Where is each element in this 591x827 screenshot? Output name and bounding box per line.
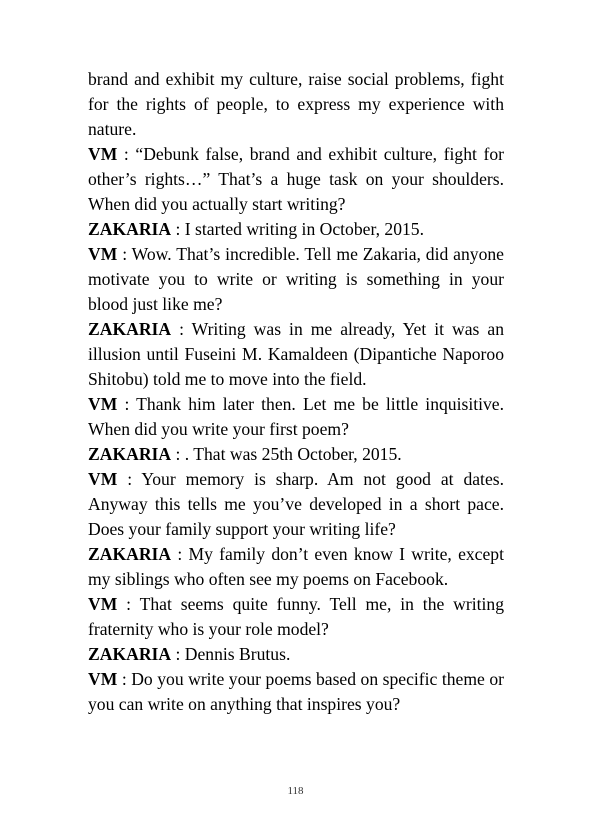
- paragraph-zakaria: [88, 542, 504, 592]
- paragraph-text: : Dennis Brutus.: [171, 644, 291, 664]
- speaker-label: ZAKARIA: [88, 319, 172, 339]
- paragraph-text: : Do you write your poems based on specific theme or you can write on anything that inspires you?: [88, 669, 504, 714]
- speaker-label: ZAKARIA: [88, 644, 172, 664]
- speaker-label: VM: [88, 669, 118, 689]
- paragraph-text: : I started writing in October, 2015.: [171, 219, 424, 239]
- paragraph-text: : “Debunk false, brand and exhibit culture, fight for other’s rights…” That’s a huge task on your shoulders. When did you actually start writing?: [88, 144, 504, 214]
- interview-text: [88, 67, 504, 717]
- paragraph-text: : My family don’t even know I write, except my siblings who often see my poems on Facebook.: [88, 544, 504, 589]
- paragraph-text: : . That was 25th October, 2015.: [171, 444, 402, 464]
- speaker-label: VM: [88, 469, 118, 489]
- speaker-label: ZAKARIA: [88, 444, 172, 464]
- paragraph-continuation: [88, 67, 504, 142]
- paragraph-text: : That seems quite funny. Tell me, in the writing fraternity who is your role model?: [88, 594, 504, 639]
- paragraph-text: : Wow. That’s incredible. Tell me Zakaria, did anyone motivate you to write or writing is something in your blood just like me?: [88, 244, 504, 314]
- paragraph-vm: [88, 667, 504, 717]
- paragraph-vm: [88, 592, 504, 642]
- paragraph-vm: [88, 467, 504, 542]
- paragraph-text: : Writing was in me already, Yet it was an illusion until Fuseini M. Kamaldeen (Dipantiche Naporoo Shitobu) told me to move into the field.: [88, 319, 504, 389]
- paragraph-zakaria: [88, 442, 504, 467]
- speaker-label: ZAKARIA: [88, 544, 172, 564]
- paragraph-zakaria: [88, 642, 504, 667]
- paragraph-zakaria: [88, 317, 504, 392]
- speaker-label: VM: [88, 144, 118, 164]
- paragraph-text: : Your memory is sharp. Am not good at dates. Anyway this tells me you’ve developed in a short pace. Does your family support your writing life?: [88, 469, 504, 539]
- paragraph-vm: [88, 242, 504, 317]
- page-number: 118: [287, 785, 304, 797]
- speaker-label: VM: [88, 594, 118, 614]
- paragraph-text: : Thank him later then. Let me be little inquisitive. When did you write your first poem?: [88, 394, 504, 439]
- paragraph-text: brand and exhibit my culture, raise social problems, fight for the rights of people, to express my experience with nature.: [88, 69, 504, 139]
- speaker-label: ZAKARIA: [88, 219, 172, 239]
- paragraph-vm: [88, 142, 504, 217]
- paragraph-zakaria: [88, 217, 504, 242]
- paragraph-vm: [88, 392, 504, 442]
- speaker-label: VM: [88, 394, 118, 414]
- speaker-label: VM: [88, 244, 118, 264]
